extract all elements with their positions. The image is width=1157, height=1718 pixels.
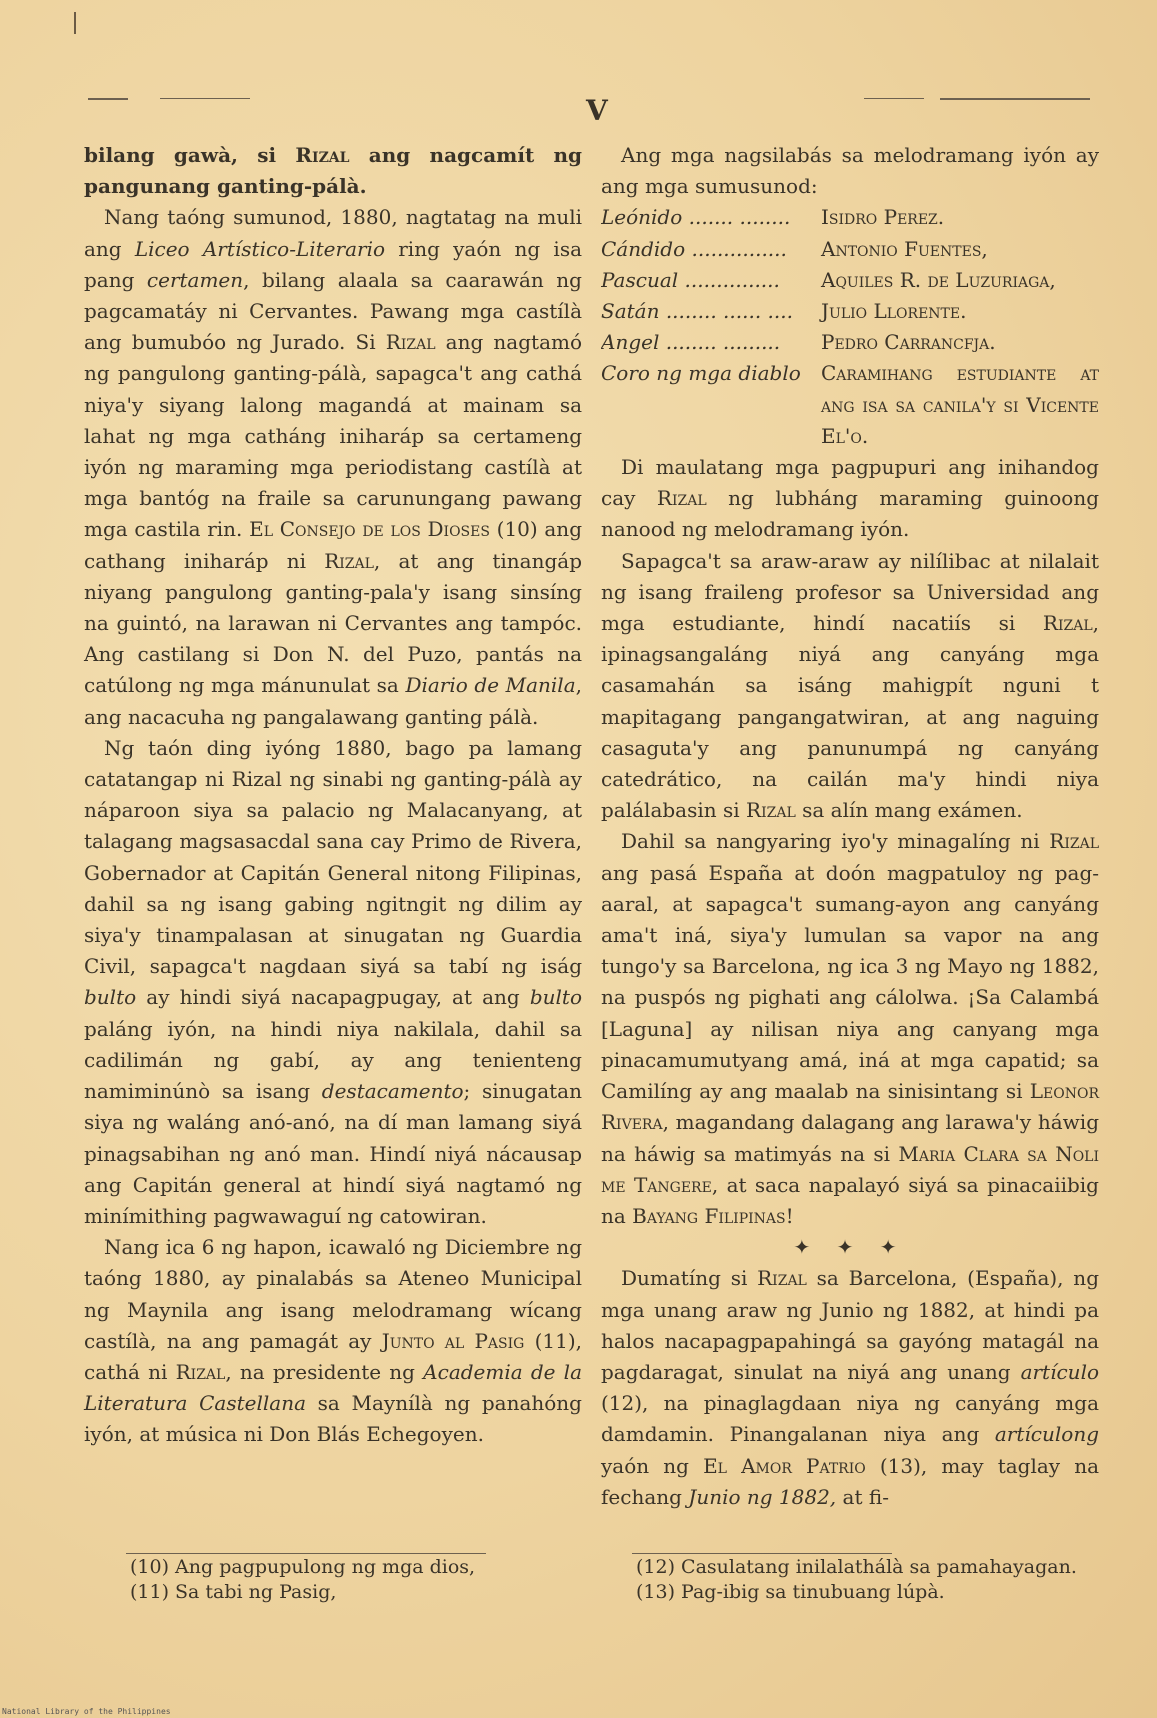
cast-role: Cándido ............... xyxy=(601,236,787,261)
footnotes-left xyxy=(130,1555,580,1605)
paragraph: Dumatíng si Rizal sa Barcelona, (España), ng mga unang araw ng Junio ng 1882, at hindi pa halos nacapagpapahingá sa gayóng matagál na pagdaragat, sinulat na niyá ang unang artículo (12), na pinaglagdaan niya ng canyáng mga damdamin. Pinangalanan niya ang artículong yaón ng El Amor Patrio (13), may taglay na fechang Junio ng 1882, at fi- xyxy=(601,1266,1099,1509)
cast-role: Coro ng mga diablo xyxy=(601,361,801,386)
small-caps-text: Rizal xyxy=(324,548,374,573)
italic-text: Liceo Artístico-Literario xyxy=(134,236,386,261)
small-caps-text: Rizal xyxy=(757,1266,807,1291)
section-divider: ✦ ✦ ✦ xyxy=(793,1235,907,1260)
cast-intro: Ang mga nagsilabás sa melodramang iyón ay ang mga sumusunod: xyxy=(601,143,1099,199)
header-rule xyxy=(940,98,1090,100)
footnote: (11) Sa tabi ng Pasig, xyxy=(130,1581,337,1603)
small-caps-text: Bayang Filipinas xyxy=(632,1203,786,1228)
italic-text: destacamento xyxy=(321,1079,464,1104)
page-number: V xyxy=(586,94,608,127)
header-rule xyxy=(160,98,250,99)
small-caps-text: Rizal xyxy=(1049,829,1099,854)
footnote: (10) Ang pagpupulong ng mga dios, xyxy=(130,1556,476,1578)
small-caps-text: Junto al Pasig xyxy=(381,1328,525,1353)
small-caps-text: Leonor Rivera xyxy=(601,1079,1099,1135)
small-caps-text: Rizal xyxy=(1042,611,1093,636)
header-rule xyxy=(864,98,924,99)
footnote-rule xyxy=(126,1553,486,1554)
cast-actor: Caramihang estudiante at ang isa sa canila'y si Vicente El'o. xyxy=(821,361,1099,448)
cast-actor: Julio Llorente. xyxy=(821,299,967,324)
italic-text: Academia de la Literatura Castellana xyxy=(84,1359,582,1416)
paragraph: Nang ica 6 ng hapon, icawaló ng Diciembre ng taóng 1880, ay pinalabás sa Ateneo Municipal ng Maynila ang isang melodramang wícang castílà, na ang pamagát ay Junto al Pasig (11), cathá ni Rizal, na presidente ng Academia de la Literatura Castellana sa Maynílà ng panahóng iyón, at música ni Don Blás Echegoyen. xyxy=(84,1235,582,1447)
footnote-rule xyxy=(632,1553,892,1554)
right-column xyxy=(601,140,1099,1513)
paragraph: Ng taón ding iyóng 1880, bago pa lamang catatangap ni Rizal ng sinabi ng ganting-pálà ay náparoon siya sa palacio ng Malacanyang, at talagang magsasacdal sana cay Primo de Rivera, Gobernador at Capitán General nitong Filipinas, dahil sa ng isang gabing ngitngit ng dilim ay siya'y tinampalasan at sinugatan ng Guardia Civil, sapagca't nagdaan siyá sa tabí ng iság bulto ay hindi siyá nacapagpugay, at ang bulto paláng iyón, na hindi niya nakilala, dahil sa cadilimán ng gabí, ay ang tenienteng namiminúnò sa isang destacamento; sinugatan siya ng waláng anó-anó, na dí man lamang siyá pinagsabihan ng anó man. Hindí niyá nácausap ang Capitán general at hindí siyá nagtamó ng minímithing pagwawaguí ng catowiran. xyxy=(84,735,582,1228)
small-caps-text: Maria Clara sa Noli me Tangere xyxy=(601,1141,1099,1197)
paragraph: Dahil sa nangyaring iyo'y minagalíng ni Rizal ang pasá España at doón magpatuloy ng pag-aaral, at sapagca't sumang-ayon ang canyáng ama't iná, siya'y lumulan sa vapor na ang tungo'y sa Barcelona, ng ica 3 ng Mayo ng 1882, na puspós ng pighati ang cálolwa. ¡Sa Calambá [Laguna] ay nilisan niya ang canyang mga pinacamumutyang amá, iná at mga capatid; sa Camilíng ay ang maalab na sinisintang si Leonor Rivera, magandang dalagang ang larawa'y háwig na háwig sa matimyás na si Maria Clara sa Noli me Tangere, at saca napalayó siyá sa pinacaiibig na Bayang Filipinas! xyxy=(601,829,1099,1228)
cast-role: Satán ........ ...... .... xyxy=(601,299,793,324)
cast-actor: Isidro Perez. xyxy=(821,205,945,230)
italic-text: Diario de Manila xyxy=(405,673,576,698)
small-caps-text: Rizal xyxy=(385,330,436,355)
cast-list xyxy=(601,202,1099,452)
cast-role: Leónido ....... ........ xyxy=(601,205,791,230)
footnote: (12) Casulatang inilalathálà sa pamahayagan. xyxy=(636,1556,1077,1578)
paragraph: Di maulatang mga pagpupuri ang inihandog cay Rizal ng lubháng maraming guinoong nanood ng melodramang iyón. xyxy=(601,455,1100,542)
cast-role: Angel ........ ......... xyxy=(601,330,781,355)
small-caps-text: Rizal xyxy=(175,1359,226,1384)
cast-actor: Aquiles R. de Luzuriaga, xyxy=(821,267,1056,292)
italic-text: Junio ng 1882, xyxy=(688,1484,837,1509)
paragraph: bilang gawà, si Rizal ang nagcamít ng pangunang ganting-pálà. xyxy=(84,143,582,199)
left-column xyxy=(84,140,582,1451)
paragraph: Sapagca't sa araw-araw ay nilílibac at nilalait ng isang fraileng profesor sa Universidad ang mga estudiante, hindí nacatiís si Rizal, ipinagsangaláng niyá ang canyáng mga casamahán sa isáng mahigpít nguni t mapitagang pangangatwiran, at ang naguing casaguta'y ang panunumpá ng canyáng catedrático, na cailán ma'y hindi niya palálabasin si Rizal sa alín mang exámen. xyxy=(601,548,1099,823)
small-caps-text: El Consejo de los Dioses xyxy=(249,517,490,542)
cast-actor: Pedro Carrancfja. xyxy=(821,330,996,355)
page-edge-mark xyxy=(74,12,76,34)
italic-text: certamen xyxy=(146,267,244,292)
cast-actor: Antonio Fuentes, xyxy=(821,236,988,261)
small-caps-text: El Amor Patrio xyxy=(703,1453,866,1478)
small-caps-text: Rizal xyxy=(746,798,796,823)
italic-text: bulto xyxy=(529,985,582,1010)
italic-text: artículo xyxy=(1020,1359,1099,1384)
cast-role: Pascual ............... xyxy=(601,267,780,292)
italic-text: bulto xyxy=(84,985,137,1010)
italic-text: artículong xyxy=(994,1422,1099,1447)
footnotes-right xyxy=(636,1555,1106,1605)
small-caps-text: Rizal xyxy=(295,143,350,167)
footnote: (13) Pag-ibig sa tinubuang lúpà. xyxy=(636,1581,945,1603)
small-caps-text: Rizal xyxy=(656,486,707,511)
paragraph: Nang taóng sumunod, 1880, nagtatag na muli ang Liceo Artístico-Literario ring yaón ng isa pang certamen, bilang alaala sa caarawán ng pagcamatáy ni Cervantes. Pawang mga castílà ang bumubóo ng Jurado. Si Rizal ang nagtamó ng pangulong ganting-pálà, sapagca't ang cathá niya'y siyang lalong magandá at mainam sa lahat ng mga catháng iniharáp sa certameng iyón ng maraming mga periodistang castílà at mga bantóg na fraile sa carunungang pawang mga castila rin. El Consejo de los Dioses (10) ang cathang iniharáp ni Rizal, at ang tinangáp niyang pangulong ganting-pala'y isang sinsíng na guintó, na larawan ni Cervantes ang tampóc. Ang castilang si Don N. del Puzo, pantás na catúlong ng mga mánunulat sa Diario de Manila, ang nacacuha ng pangalawang ganting pálà. xyxy=(84,205,583,729)
header-rule xyxy=(88,98,128,100)
library-credit: National Library of the Philippines xyxy=(2,1707,171,1716)
